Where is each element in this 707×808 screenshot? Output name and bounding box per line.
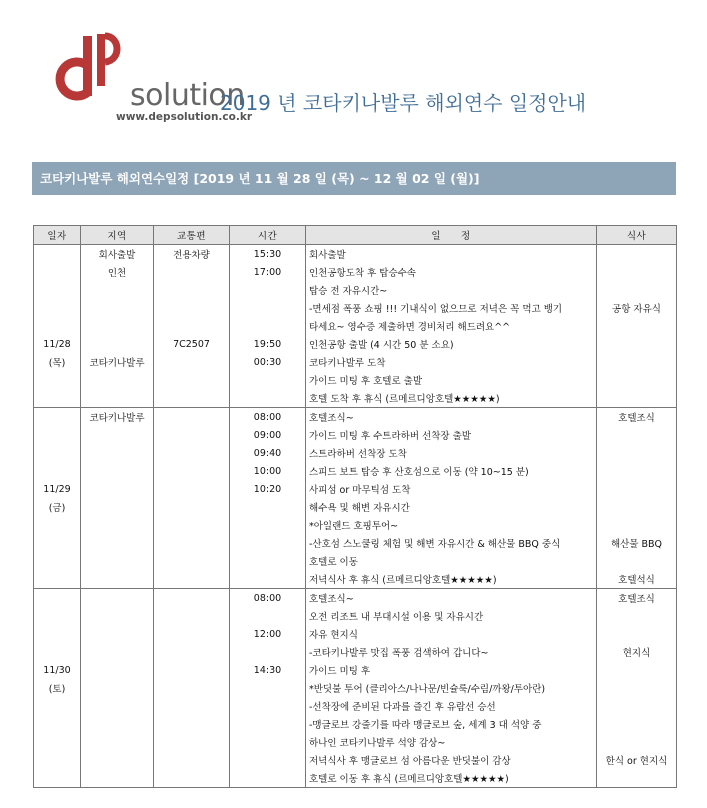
date-cell <box>34 263 81 281</box>
schedule-cell: 가이드 미팅 후 수트라하버 선착장 출발 <box>306 426 597 444</box>
table-row <box>34 625 677 643</box>
table-row <box>34 516 677 534</box>
region-cell <box>81 751 154 769</box>
date-cell <box>34 444 81 462</box>
meal-cell <box>597 480 677 498</box>
meal-cell <box>597 263 677 281</box>
schedule-cell: 스피드 보트 탑승 후 산호섬으로 이동 (약 10~15 분) <box>306 462 597 480</box>
schedule-cell: 호텔조식~ <box>306 589 597 608</box>
meal-cell <box>597 498 677 516</box>
table-row <box>34 389 677 408</box>
meal-cell: 호텔조식 <box>597 589 677 608</box>
table-row <box>34 480 677 498</box>
date-cell <box>34 462 81 480</box>
date-cell <box>34 751 81 769</box>
schedule-cell: *반딧불 투어 (클리아스/나나문/빈슐룩/수림/까왕/투아란) <box>306 679 597 697</box>
date-cell <box>34 625 81 643</box>
transport-cell <box>154 570 230 589</box>
table-row <box>34 697 677 715</box>
schedule-cell: 해수욕 및 해변 자유시간 <box>306 498 597 516</box>
schedule-cell: 회사출발 <box>306 245 597 264</box>
table-row <box>34 751 677 769</box>
meal-cell <box>597 389 677 408</box>
table-row <box>34 643 677 661</box>
date-cell <box>34 589 81 608</box>
region-cell <box>81 625 154 643</box>
date-cell <box>34 733 81 751</box>
date-cell <box>34 570 81 589</box>
time-cell: 19:50 <box>230 335 306 353</box>
table-row <box>34 335 677 353</box>
meal-cell <box>597 317 677 335</box>
meal-cell <box>597 371 677 389</box>
table-row <box>34 299 677 317</box>
region-cell: 코타키나발루 <box>81 408 154 427</box>
transport-cell <box>154 534 230 552</box>
time-cell: 12:00 <box>230 625 306 643</box>
meal-cell <box>597 661 677 679</box>
region-cell <box>81 281 154 299</box>
schedule-cell: 오전 리조트 내 부대시설 이용 및 자유시간 <box>306 607 597 625</box>
transport-cell <box>154 516 230 534</box>
region-cell: 코타키나발루 <box>81 353 154 371</box>
region-cell <box>81 462 154 480</box>
time-cell <box>230 281 306 299</box>
date-cell <box>34 643 81 661</box>
transport-cell <box>154 371 230 389</box>
time-cell <box>230 643 306 661</box>
region-cell <box>81 643 154 661</box>
transport-cell <box>154 444 230 462</box>
time-cell <box>230 371 306 389</box>
transport-cell <box>154 643 230 661</box>
region-cell: 인천 <box>81 263 154 281</box>
time-cell: 00:30 <box>230 353 306 371</box>
schedule-cell: 가이드 미팅 후 <box>306 661 597 679</box>
table-header-row <box>34 226 677 245</box>
region-cell <box>81 389 154 408</box>
table-row <box>34 371 677 389</box>
meal-cell <box>597 715 677 733</box>
region-cell <box>81 552 154 570</box>
transport-cell: 7C2507 <box>154 335 230 353</box>
time-cell <box>230 751 306 769</box>
table-row <box>34 534 677 552</box>
date-cell <box>34 607 81 625</box>
col-time-header: 시간 <box>230 226 306 245</box>
schedule-banner: 코타키나발루 해외연수일정 [2019 년 11 월 28 일 (목) ~ 12 월 02 일 (월)] <box>32 162 676 195</box>
transport-cell <box>154 733 230 751</box>
dp-logo-mark <box>40 20 130 110</box>
schedule-cell: -맹글로브 강줄기를 따라 맹글로브 숲, 세계 3 대 석양 중 <box>306 715 597 733</box>
region-cell <box>81 570 154 589</box>
meal-cell: 해산물 BBQ <box>597 534 677 552</box>
meal-cell <box>597 769 677 788</box>
table-row <box>34 661 677 679</box>
schedule-cell: 하나인 코타키나발루 석양 감상~ <box>306 733 597 751</box>
table-row <box>34 263 677 281</box>
region-cell <box>81 480 154 498</box>
date-cell <box>34 715 81 733</box>
region-cell: 회사출발 <box>81 245 154 264</box>
transport-cell <box>154 751 230 769</box>
date-cell <box>34 371 81 389</box>
date-cell <box>34 552 81 570</box>
col-schedule-header: 일 정 <box>306 226 597 245</box>
schedule-cell: 저녁식사 후 휴식 (르메르디앙호텔★★★★★) <box>306 570 597 589</box>
schedule-cell: 타세요~ 영수증 제출하면 경비처리 해드려요^^ <box>306 317 597 335</box>
time-cell: 17:00 <box>230 263 306 281</box>
time-cell: 08:00 <box>230 589 306 608</box>
schedule-cell: 호텔로 이동 <box>306 552 597 570</box>
region-cell <box>81 426 154 444</box>
time-cell <box>230 498 306 516</box>
transport-cell <box>154 661 230 679</box>
date-cell: (목) <box>34 353 81 371</box>
table-row <box>34 589 677 608</box>
meal-cell <box>597 245 677 264</box>
schedule-body <box>34 245 677 788</box>
table-row <box>34 353 677 371</box>
schedule-cell: 호텔 도착 후 휴식 (르메르디앙호텔★★★★★) <box>306 389 597 408</box>
table-row <box>34 552 677 570</box>
table-row <box>34 408 677 427</box>
meal-cell <box>597 444 677 462</box>
meal-cell: 한식 or 현지식 <box>597 751 677 769</box>
meal-cell: 호텔조식 <box>597 408 677 427</box>
time-cell: 09:40 <box>230 444 306 462</box>
logo-text: solution <box>130 78 245 113</box>
date-cell <box>34 408 81 427</box>
time-cell <box>230 534 306 552</box>
meal-cell <box>597 462 677 480</box>
time-cell <box>230 317 306 335</box>
meal-cell <box>597 625 677 643</box>
transport-cell <box>154 552 230 570</box>
region-cell <box>81 715 154 733</box>
time-cell: 08:00 <box>230 408 306 427</box>
schedule-cell: -산호섬 스노쿨링 체험 및 해변 자유시간 & 해산물 BBQ 중식 <box>306 534 597 552</box>
schedule-cell: 탑승 전 자유시간~ <box>306 281 597 299</box>
company-logo <box>40 20 252 123</box>
transport-cell <box>154 769 230 788</box>
table-row <box>34 444 677 462</box>
table-row <box>34 426 677 444</box>
transport-cell <box>154 462 230 480</box>
schedule-cell: 저녁식사 후 맹글로브 섬 아름다운 반딧불이 감상 <box>306 751 597 769</box>
transport-cell <box>154 426 230 444</box>
table-row <box>34 769 677 788</box>
schedule-table <box>33 225 677 788</box>
col-transport-header: 교통편 <box>154 226 230 245</box>
schedule-cell: 가이드 미팅 후 호텔로 출발 <box>306 371 597 389</box>
time-cell <box>230 715 306 733</box>
date-cell <box>34 281 81 299</box>
schedule-cell: 인천공항 출발 (4 시간 50 분 소요) <box>306 335 597 353</box>
date-cell <box>34 516 81 534</box>
meal-cell: 호텔석식 <box>597 570 677 589</box>
table-row <box>34 607 677 625</box>
table-row <box>34 498 677 516</box>
transport-cell <box>154 389 230 408</box>
table-row <box>34 715 677 733</box>
date-cell <box>34 426 81 444</box>
time-cell <box>230 389 306 408</box>
time-cell <box>230 733 306 751</box>
meal-cell: 현지식 <box>597 643 677 661</box>
schedule-cell: 인천공항도착 후 탑승수속 <box>306 263 597 281</box>
region-cell <box>81 769 154 788</box>
meal-cell <box>597 516 677 534</box>
table-row <box>34 733 677 751</box>
transport-cell <box>154 589 230 608</box>
document-title: 2019 년 코타키나발루 해외연수 일정안내 <box>220 91 587 115</box>
transport-cell <box>154 263 230 281</box>
region-cell <box>81 299 154 317</box>
region-cell <box>81 534 154 552</box>
schedule-cell: -코타키나발루 맛집 폭풍 검색하여 갑니다~ <box>306 643 597 661</box>
table-row <box>34 317 677 335</box>
schedule-cell: 사피섬 or 마무틱섬 도착 <box>306 480 597 498</box>
region-cell <box>81 335 154 353</box>
meal-cell <box>597 679 677 697</box>
table-row <box>34 281 677 299</box>
date-cell <box>34 299 81 317</box>
region-cell <box>81 589 154 608</box>
table-row <box>34 570 677 589</box>
time-cell <box>230 299 306 317</box>
time-cell <box>230 769 306 788</box>
col-region-header: 지역 <box>81 226 154 245</box>
logo-url: www.depsolution.co.kr <box>116 111 252 123</box>
time-cell <box>230 679 306 697</box>
date-cell <box>34 534 81 552</box>
schedule-cell: -면세점 폭풍 쇼핑 !!! 기내식이 없으므로 저녁은 꼭 먹고 뱅기 <box>306 299 597 317</box>
col-date-header: 일자 <box>34 226 81 245</box>
region-cell <box>81 444 154 462</box>
transport-cell <box>154 625 230 643</box>
date-cell: 11/30 <box>34 661 81 679</box>
region-cell <box>81 317 154 335</box>
transport-cell <box>154 317 230 335</box>
time-cell <box>230 570 306 589</box>
time-cell: 14:30 <box>230 661 306 679</box>
meal-cell <box>597 426 677 444</box>
date-cell <box>34 245 81 264</box>
time-cell <box>230 516 306 534</box>
transport-cell <box>154 679 230 697</box>
time-cell: 09:00 <box>230 426 306 444</box>
region-cell <box>81 733 154 751</box>
transport-cell <box>154 299 230 317</box>
region-cell <box>81 679 154 697</box>
meal-cell <box>597 552 677 570</box>
date-cell <box>34 769 81 788</box>
table-row <box>34 462 677 480</box>
table-row <box>34 245 677 264</box>
region-cell <box>81 516 154 534</box>
meal-cell <box>597 607 677 625</box>
transport-cell <box>154 697 230 715</box>
region-cell <box>81 371 154 389</box>
time-cell: 10:00 <box>230 462 306 480</box>
transport-cell <box>154 408 230 427</box>
schedule-cell: 코타키나발루 도착 <box>306 353 597 371</box>
date-cell: 11/28 <box>34 335 81 353</box>
time-cell: 10:20 <box>230 480 306 498</box>
meal-cell <box>597 335 677 353</box>
schedule-cell: 스트라하버 선착장 도착 <box>306 444 597 462</box>
table-row <box>34 679 677 697</box>
meal-cell: 공항 자유식 <box>597 299 677 317</box>
time-cell <box>230 552 306 570</box>
date-cell: (금) <box>34 498 81 516</box>
transport-cell <box>154 480 230 498</box>
date-cell: (토) <box>34 679 81 697</box>
region-cell <box>81 498 154 516</box>
meal-cell <box>597 733 677 751</box>
meal-cell <box>597 353 677 371</box>
meal-cell <box>597 281 677 299</box>
schedule-cell: 자유 현지식 <box>306 625 597 643</box>
time-cell: 15:30 <box>230 245 306 264</box>
col-meal-header: 식사 <box>597 226 677 245</box>
transport-cell <box>154 607 230 625</box>
region-cell <box>81 697 154 715</box>
transport-cell: 전용차량 <box>154 245 230 264</box>
date-cell <box>34 389 81 408</box>
transport-cell <box>154 353 230 371</box>
schedule-cell: -선착장에 준비된 다과를 즐긴 후 유람선 승선 <box>306 697 597 715</box>
schedule-cell: 호텔조식~ <box>306 408 597 427</box>
date-cell: 11/29 <box>34 480 81 498</box>
region-cell <box>81 661 154 679</box>
date-cell <box>34 697 81 715</box>
schedule-cell: 호텔로 이동 후 휴식 (르메르디앙호텔★★★★★) <box>306 769 597 788</box>
meal-cell <box>597 697 677 715</box>
transport-cell <box>154 715 230 733</box>
schedule-cell: *아일랜드 호핑투어~ <box>306 516 597 534</box>
transport-cell <box>154 498 230 516</box>
transport-cell <box>154 281 230 299</box>
date-cell <box>34 317 81 335</box>
region-cell <box>81 607 154 625</box>
time-cell <box>230 607 306 625</box>
time-cell <box>230 697 306 715</box>
